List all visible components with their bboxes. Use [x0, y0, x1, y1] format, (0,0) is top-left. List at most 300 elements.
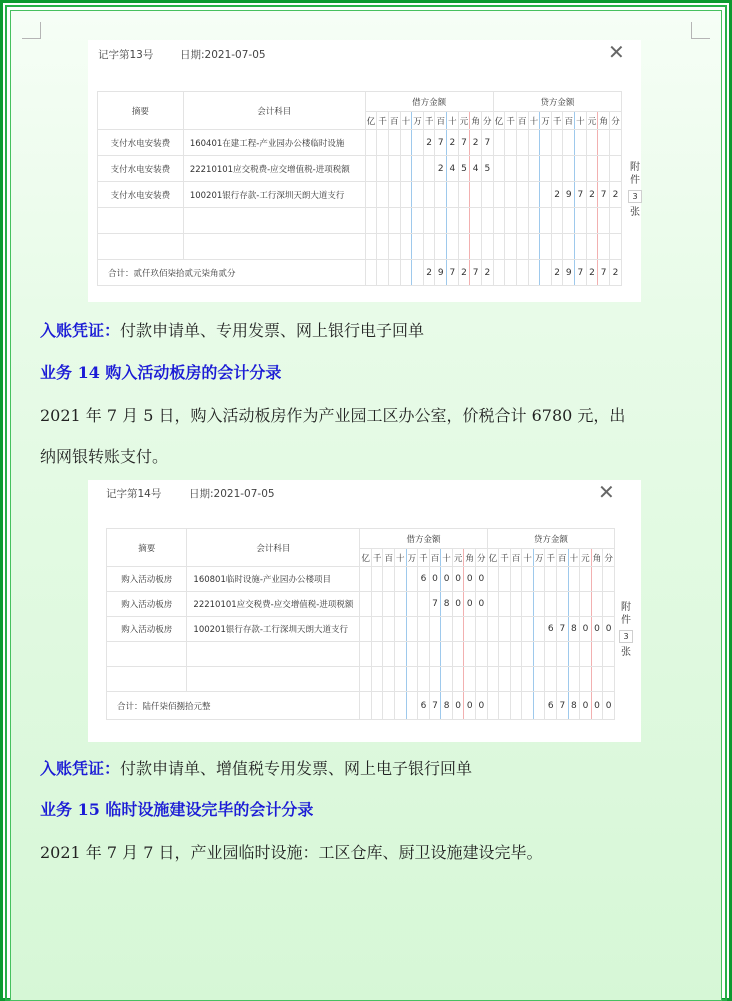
debit-digit [418, 592, 430, 617]
credit-digit: 0 [580, 617, 592, 642]
total-debit-digit [377, 260, 389, 286]
total-credit-digit [540, 260, 552, 286]
credit-digit [522, 567, 534, 592]
digit-unit-header: 元 [586, 112, 598, 130]
digit-unit-header: 亿 [493, 112, 505, 130]
debit-digit: 0 [475, 567, 487, 592]
debit-digit [423, 156, 435, 182]
attachment-label: 附件 [621, 602, 631, 626]
credit-digit [551, 234, 563, 260]
credit-digit [499, 617, 511, 642]
digit-unit-header: 十 [441, 549, 453, 567]
total-credit-digit: 2 [586, 260, 598, 286]
total-credit-digit: 0 [603, 692, 615, 720]
credit-digit [540, 130, 552, 156]
total-credit-digit [510, 692, 522, 720]
total-credit-digit [505, 260, 517, 286]
debit-digit [423, 208, 435, 234]
total-debit-digit: 7 [429, 692, 441, 720]
debit-digit [435, 234, 447, 260]
credit-digit [545, 642, 557, 667]
credit-digit [598, 130, 610, 156]
digit-unit-header: 分 [481, 112, 493, 130]
table-row [98, 182, 622, 208]
table-row [98, 156, 622, 182]
debit-digit [395, 667, 407, 692]
row-summary: 购入活动板房 [107, 592, 187, 617]
row-subject: 22210101应交税费-应交增值税-进项税额 [187, 592, 360, 617]
row-summary [98, 208, 184, 234]
attachment-number: 3 [619, 630, 633, 643]
credit-digit [533, 592, 545, 617]
credit-digit [603, 667, 615, 692]
digit-unit-header: 万 [540, 112, 552, 130]
credit-digit [591, 592, 603, 617]
credit-digit [563, 208, 575, 234]
debit-digit: 0 [464, 592, 476, 617]
debit-digit [377, 156, 389, 182]
total-debit-digit [371, 692, 383, 720]
debit-digit [388, 130, 400, 156]
debit-digit: 2 [447, 130, 459, 156]
header-debit: 借方金额 [360, 529, 487, 549]
debit-digit [365, 234, 377, 260]
credit-digit: 8 [568, 617, 580, 642]
credit-digit [516, 208, 528, 234]
debit-digit [418, 617, 430, 642]
debit-digit [423, 182, 435, 208]
debit-digit [383, 667, 395, 692]
digit-unit-header: 万 [412, 112, 424, 130]
credit-digit [487, 592, 499, 617]
debit-digit [365, 182, 377, 208]
debit-digit [400, 208, 412, 234]
credit-digit: 7 [575, 182, 587, 208]
total-credit-digit: 6 [545, 692, 557, 720]
header-credit: 贷方金额 [493, 92, 621, 112]
credit-digit [563, 156, 575, 182]
credit-digit [591, 667, 603, 692]
credit-digit [575, 130, 587, 156]
credit-digit [528, 208, 540, 234]
credit-digit [545, 592, 557, 617]
voucher-number: 记字第14号 [106, 488, 162, 500]
credit-digit [545, 667, 557, 692]
credit-digit [545, 567, 557, 592]
digit-unit-header: 十 [400, 112, 412, 130]
total-credit-digit [533, 692, 545, 720]
debit-digit: 7 [435, 130, 447, 156]
digit-unit-header: 元 [458, 112, 470, 130]
debit-digit [441, 642, 453, 667]
debit-digit [441, 617, 453, 642]
debit-digit [360, 667, 372, 692]
debit-digit [464, 642, 476, 667]
row-subject [187, 642, 360, 667]
credit-digit [516, 130, 528, 156]
debit-digit: 0 [475, 592, 487, 617]
voucher-number: 记字第13号 [98, 49, 154, 61]
debit-digit [400, 182, 412, 208]
credit-digit [510, 567, 522, 592]
debit-digit [388, 182, 400, 208]
debit-digit [412, 130, 424, 156]
digit-unit-header: 万 [406, 549, 418, 567]
debit-digit [360, 592, 372, 617]
debit-digit [395, 567, 407, 592]
credit-digit [540, 234, 552, 260]
debit-digit [458, 182, 470, 208]
credit-digit [493, 182, 505, 208]
total-credit-digit: 7 [557, 692, 569, 720]
attachment-number: 3 [628, 190, 642, 203]
credit-digit: 9 [563, 182, 575, 208]
credit-digit: 2 [551, 182, 563, 208]
credit-digit [505, 234, 517, 260]
digit-unit-header: 亿 [360, 549, 372, 567]
digit-unit-header: 千 [377, 112, 389, 130]
debit-digit: 7 [458, 130, 470, 156]
voucher-13 [88, 40, 641, 302]
credit-digit [510, 642, 522, 667]
business-14-description-2: 纳网银转账支付。 [40, 447, 169, 466]
voucher-14 [88, 480, 641, 742]
debit-digit [429, 617, 441, 642]
credit-digit [557, 592, 569, 617]
table-row [107, 667, 615, 692]
credit-digit [540, 208, 552, 234]
credit-digit [499, 642, 511, 667]
credit-digit [568, 592, 580, 617]
digit-unit-header: 千 [551, 112, 563, 130]
debit-digit [418, 667, 430, 692]
total-credit-digit: 0 [591, 692, 603, 720]
row-summary: 支付水电安装费 [98, 156, 184, 182]
total-debit-digit [383, 692, 395, 720]
debit-digit [447, 182, 459, 208]
table-row [107, 642, 615, 667]
voucher2-documents: 入账凭证：付款申请单、增值税专用发票、网上电子银行回单 [40, 759, 473, 778]
header-credit: 贷方金额 [487, 529, 614, 549]
table-row [107, 617, 615, 642]
total-debit-digit: 7 [447, 260, 459, 286]
debit-digit: 0 [429, 567, 441, 592]
total-debit-digit: 0 [452, 692, 464, 720]
digit-unit-header: 百 [383, 549, 395, 567]
digit-unit-header: 百 [557, 549, 569, 567]
digit-unit-header: 亿 [487, 549, 499, 567]
total-credit-digit: 7 [575, 260, 587, 286]
debit-digit [400, 130, 412, 156]
total-debit-digit [360, 692, 372, 720]
credit-digit [493, 208, 505, 234]
total-debit-digit [388, 260, 400, 286]
debit-digit [452, 667, 464, 692]
attachment-unit: 张 [621, 647, 631, 658]
debit-digit [470, 208, 482, 234]
debit-digit [406, 642, 418, 667]
debit-digit [406, 617, 418, 642]
debit-digit [475, 667, 487, 692]
total-label: 合计：贰仟玖佰柒拾贰元柒角贰分 [98, 260, 366, 286]
credit-digit [575, 208, 587, 234]
close-icon[interactable]: ✕ [608, 40, 625, 64]
debit-digit [365, 156, 377, 182]
credit-digit [603, 567, 615, 592]
credit-digit [533, 667, 545, 692]
debit-digit [400, 156, 412, 182]
debit-digit [383, 642, 395, 667]
debit-digit [435, 182, 447, 208]
credit-digit [522, 667, 534, 692]
credit-digit [603, 642, 615, 667]
debit-digit [388, 156, 400, 182]
voucher-table [97, 91, 622, 286]
total-credit-digit: 9 [563, 260, 575, 286]
total-debit-digit [412, 260, 424, 286]
digit-unit-header: 十 [528, 112, 540, 130]
digit-unit-header: 十 [447, 112, 459, 130]
header-subject: 会计科目 [183, 92, 365, 130]
debit-digit [452, 617, 464, 642]
credit-digit [487, 667, 499, 692]
debit-digit [383, 617, 395, 642]
total-debit-digit [365, 260, 377, 286]
total-row [107, 692, 615, 720]
credit-digit [603, 592, 615, 617]
row-summary [107, 667, 187, 692]
debit-digit: 0 [464, 567, 476, 592]
credit-digit [563, 234, 575, 260]
debit-digit [377, 234, 389, 260]
row-subject: 100201银行存款-工行深圳天朗大道支行 [183, 182, 365, 208]
table-row [98, 130, 622, 156]
corner-mark-right [691, 22, 710, 39]
credit-digit [499, 592, 511, 617]
debit-digit [365, 208, 377, 234]
credit-digit [499, 567, 511, 592]
digit-unit-header: 千 [418, 549, 430, 567]
total-credit-digit: 2 [551, 260, 563, 286]
table-row [98, 234, 622, 260]
credit-digit [580, 642, 592, 667]
credit-digit [609, 234, 621, 260]
table-row [107, 592, 615, 617]
debit-digit [470, 182, 482, 208]
debit-digit [435, 208, 447, 234]
credit-digit [609, 156, 621, 182]
credit-digit [505, 130, 517, 156]
attachment-count [628, 161, 642, 219]
credit-digit: 6 [545, 617, 557, 642]
digit-unit-header: 千 [423, 112, 435, 130]
debit-digit: 5 [458, 156, 470, 182]
total-debit-digit: 2 [458, 260, 470, 286]
total-credit-digit [487, 692, 499, 720]
debit-digit [371, 667, 383, 692]
credit-digit [557, 567, 569, 592]
credit-digit [505, 208, 517, 234]
digit-unit-header: 百 [429, 549, 441, 567]
header-summary: 摘要 [107, 529, 187, 567]
table-row [98, 208, 622, 234]
total-credit-digit [499, 692, 511, 720]
credit-digit [487, 642, 499, 667]
debit-digit [481, 182, 493, 208]
debit-digit: 4 [470, 156, 482, 182]
debit-digit: 5 [481, 156, 493, 182]
total-row [98, 260, 622, 286]
credit-digit [510, 667, 522, 692]
total-label: 合计：陆仟柒佰捌拾元整 [107, 692, 360, 720]
total-credit-digit [493, 260, 505, 286]
credit-digit [540, 156, 552, 182]
digit-unit-header: 百 [435, 112, 447, 130]
close-icon[interactable]: ✕ [598, 480, 615, 504]
credit-digit: 2 [609, 182, 621, 208]
header-summary: 摘要 [98, 92, 184, 130]
debit-digit [470, 234, 482, 260]
credit-digit [522, 592, 534, 617]
debit-digit: 2 [435, 156, 447, 182]
total-credit-digit: 8 [568, 692, 580, 720]
business-15-title: 业务 15 临时设施建设完毕的会计分录 [40, 800, 314, 819]
debit-digit: 0 [452, 567, 464, 592]
business-14-description-1: 2021 年 7 月 5 日，购入活动板房作为产业园工区办公室，价税合计 6780 元，出 [40, 406, 626, 425]
credit-digit [493, 130, 505, 156]
debit-digit: 4 [447, 156, 459, 182]
digit-unit-header: 十 [575, 112, 587, 130]
credit-digit [528, 182, 540, 208]
credit-digit [540, 182, 552, 208]
debit-digit [412, 208, 424, 234]
debit-digit [395, 642, 407, 667]
digit-unit-header: 百 [563, 112, 575, 130]
digit-unit-header: 千 [371, 549, 383, 567]
credit-digit: 7 [557, 617, 569, 642]
credit-digit [580, 567, 592, 592]
debit-digit [418, 642, 430, 667]
credit-digit [499, 667, 511, 692]
digit-unit-header: 角 [470, 112, 482, 130]
credit-digit [580, 667, 592, 692]
row-subject [187, 667, 360, 692]
credit-digit [557, 642, 569, 667]
debit-digit [481, 234, 493, 260]
debit-digit [406, 667, 418, 692]
credit-digit [598, 208, 610, 234]
debit-digit [360, 567, 372, 592]
credit-digit [563, 130, 575, 156]
debit-digit [458, 208, 470, 234]
credit-digit [591, 642, 603, 667]
total-debit-digit: 9 [435, 260, 447, 286]
debit-digit: 7 [481, 130, 493, 156]
credit-digit [493, 234, 505, 260]
total-credit-digit: 2 [609, 260, 621, 286]
total-debit-digit: 7 [470, 260, 482, 286]
credit-digit [516, 182, 528, 208]
debit-digit [371, 592, 383, 617]
credit-digit [522, 617, 534, 642]
credit-digit [557, 667, 569, 692]
credit-digit [586, 208, 598, 234]
credit-digit [568, 567, 580, 592]
total-credit-digit [522, 692, 534, 720]
debit-digit [377, 208, 389, 234]
credit-digit: 7 [598, 182, 610, 208]
debit-digit [383, 567, 395, 592]
digit-unit-header: 元 [580, 549, 592, 567]
debit-digit [447, 234, 459, 260]
total-debit-digit [400, 260, 412, 286]
row-summary: 支付水电安装费 [98, 182, 184, 208]
debit-digit [412, 156, 424, 182]
row-subject [183, 234, 365, 260]
digit-unit-header: 千 [545, 549, 557, 567]
voucher-date: 日期:2021-07-05 [180, 49, 266, 61]
business-14-title: 业务 14 购入活动板房的会计分录 [40, 363, 282, 382]
debit-digit [388, 234, 400, 260]
total-debit-digit: 2 [481, 260, 493, 286]
digit-unit-header: 十 [522, 549, 534, 567]
debit-digit [365, 130, 377, 156]
debit-digit [452, 642, 464, 667]
credit-digit [493, 156, 505, 182]
row-subject [183, 208, 365, 234]
credit-digit [510, 617, 522, 642]
credit-digit [487, 567, 499, 592]
credit-digit [568, 642, 580, 667]
credit-digit [586, 130, 598, 156]
debit-digit [464, 667, 476, 692]
digit-unit-header: 百 [516, 112, 528, 130]
digit-unit-header: 十 [395, 549, 407, 567]
total-credit-digit [516, 260, 528, 286]
debit-digit: 2 [423, 130, 435, 156]
debit-digit [406, 567, 418, 592]
digit-unit-header: 角 [464, 549, 476, 567]
debit-digit: 8 [441, 592, 453, 617]
credit-digit [551, 208, 563, 234]
credit-digit [505, 182, 517, 208]
credit-digit [586, 234, 598, 260]
debit-digit [395, 592, 407, 617]
credit-digit [575, 156, 587, 182]
debit-digit [481, 208, 493, 234]
credit-digit [591, 567, 603, 592]
credit-digit [505, 156, 517, 182]
credit-digit [533, 642, 545, 667]
credit-digit [533, 567, 545, 592]
debit-digit [447, 208, 459, 234]
row-summary: 支付水电安装费 [98, 130, 184, 156]
voucher-date: 日期:2021-07-05 [189, 488, 275, 500]
credit-digit [586, 156, 598, 182]
debit-digit [423, 234, 435, 260]
debit-digit [429, 667, 441, 692]
credit-digit [516, 156, 528, 182]
credit-digit [575, 234, 587, 260]
credit-digit [528, 130, 540, 156]
digit-unit-header: 分 [603, 549, 615, 567]
row-subject: 160801临时设施-产业园办公楼项目 [187, 567, 360, 592]
debit-digit [406, 592, 418, 617]
digit-unit-header: 分 [475, 549, 487, 567]
credit-digit: 2 [586, 182, 598, 208]
corner-mark-left [22, 22, 41, 39]
credit-digit [609, 130, 621, 156]
